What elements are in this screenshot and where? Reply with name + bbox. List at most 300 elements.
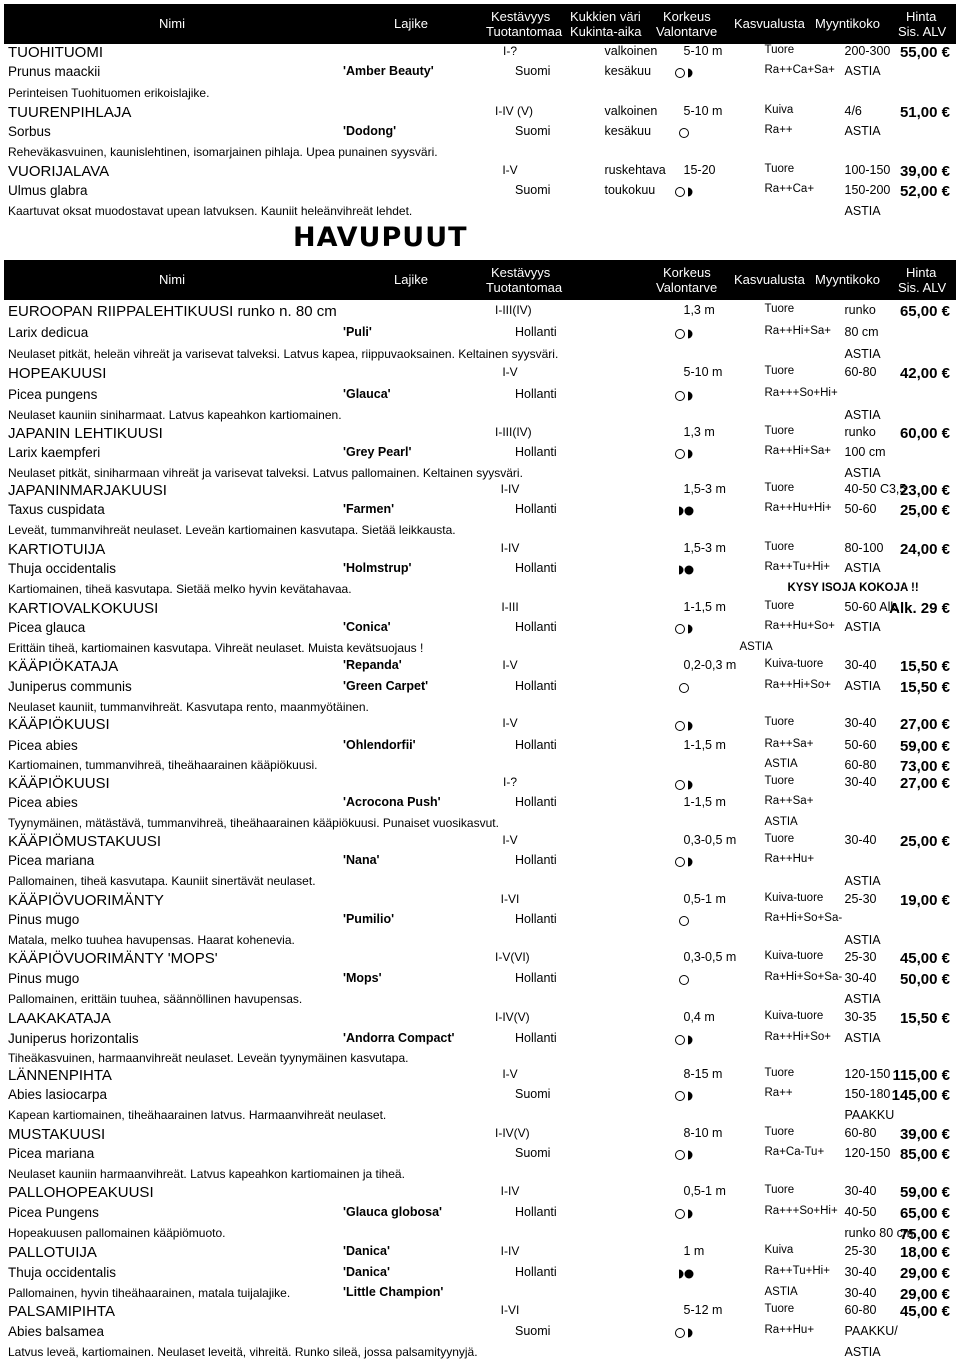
product-name-row — [0, 1010, 960, 1029]
sales-size: 100-150 — [844, 163, 891, 177]
product-name-row — [0, 716, 960, 735]
product-name-row — [0, 775, 960, 794]
origin-country: Hollanti — [515, 1265, 557, 1279]
product-species-row — [0, 386, 960, 405]
product-name-row — [0, 658, 960, 677]
sales-size: 50-60 Alk. — [844, 600, 901, 614]
container-type: ASTIA — [764, 816, 798, 828]
height-value: 5-10 m — [683, 104, 723, 118]
flower-info: toukokuu — [604, 183, 656, 197]
soil-value: Ra++Hu+Hi+ — [764, 502, 832, 514]
sales-size: 120-150 — [844, 1067, 891, 1081]
product-name-row — [0, 892, 960, 911]
height-value: 1,3 m — [683, 303, 715, 317]
soil-value: Ra+++So+Hi+ — [764, 387, 838, 399]
product-description-row — [0, 464, 960, 483]
product-description-row — [0, 698, 960, 717]
cultivar-name: 'Farmen' — [343, 502, 395, 516]
species-name: Picea Pungens — [8, 1205, 99, 1220]
header-name: Nimi — [159, 272, 185, 287]
soil-value: Kuiva-tuore — [764, 1010, 824, 1022]
origin-country: Hollanti — [515, 620, 557, 634]
price-value: 55,00 € — [899, 44, 950, 61]
product-species-row — [0, 970, 960, 989]
product-name-row — [0, 44, 960, 63]
product-description: Pallomainen, tiheä kasvutapa. Kauniit sinertävät neulaset. — [8, 874, 316, 888]
hardiness-zone: I-V — [502, 833, 518, 847]
soil-value: Ra+Hi+So+Sa- — [764, 971, 843, 983]
soil-value: Kuiva-tuore — [764, 950, 824, 962]
height-value: 1,3 m — [683, 425, 715, 439]
container-type: ASTIA — [739, 641, 773, 653]
half-shade-icon — [671, 855, 697, 869]
height-value: 0,3-0,5 m — [683, 833, 737, 847]
product-name: KÄÄPIÖVUORIMÄNTY — [8, 892, 164, 909]
product-name: LAAKAKATAJA — [8, 1010, 111, 1027]
origin-country: Hollanti — [515, 738, 557, 752]
product-description-row — [0, 1284, 960, 1303]
section-title-conifers: HAVUPUUT — [293, 222, 468, 253]
height-value: 5-10 m — [683, 365, 723, 379]
soil-value: Ra++Hi+Sa+ — [764, 325, 831, 337]
half-shade-icon — [671, 1033, 697, 1047]
header-price: Hinta — [906, 265, 937, 280]
sales-size: runko — [844, 303, 876, 317]
half-shade-icon — [671, 1148, 697, 1162]
product-name: KARTIOVALKOKUUSI — [8, 600, 159, 617]
sales-size: 30-40 — [844, 1265, 877, 1279]
cultivar-name: 'Andorra Compact' — [343, 1031, 455, 1045]
product-name-row — [0, 365, 960, 384]
flower-info: kesäkuu — [604, 64, 652, 78]
product-name-row — [0, 303, 960, 322]
product-name-row — [0, 104, 960, 123]
soil-value: Ra++Ca+Sa+ — [764, 64, 835, 76]
sales-size: 30-40 — [844, 971, 877, 985]
sales-size: 50-60 — [844, 502, 877, 516]
cultivar-name: 'Grey Pearl' — [343, 445, 412, 459]
origin-country: Suomi — [515, 1146, 551, 1160]
product-description-row — [0, 990, 960, 1009]
hardiness-zone: I-IV — [500, 1244, 520, 1258]
species-name: Prunus maackii — [8, 64, 101, 79]
product-species-row — [0, 1030, 960, 1049]
soil-value: Tuore — [764, 1184, 795, 1196]
cultivar-name: 'Acrocona Push' — [343, 795, 441, 809]
sales-size: 60-80 — [844, 1303, 877, 1317]
product-name: PALLOHOPEAKUUSI — [8, 1184, 154, 1201]
table-header-conifers — [4, 260, 956, 300]
soil-value: Ra++Ca+ — [764, 183, 815, 195]
price-value: 23,00 € — [899, 482, 950, 499]
sales-size: 200-300 — [844, 44, 891, 58]
product-description: Latvus leveä, kartiomainen. Neulaset leveitä, vihreitä. Runko sileä, jossa palsamityynyjä. — [8, 1345, 478, 1359]
sales-size: ASTIA — [844, 561, 881, 575]
product-description-row — [0, 1049, 960, 1068]
height-value: 1-1,5 m — [683, 600, 726, 614]
header-price: Hinta — [906, 9, 937, 24]
product-description-row — [0, 756, 960, 775]
species-name: Taxus cuspidata — [8, 502, 105, 517]
flower-info: ruskehtava — [604, 163, 666, 177]
header-light: Valontarve — [656, 24, 718, 39]
product-description-row — [0, 1343, 960, 1362]
product-species-row — [0, 501, 960, 520]
sales-size: runko 80 cm — [844, 1226, 914, 1240]
sales-size: 4/6 — [844, 104, 862, 118]
product-name: EUROOPAN RIIPPALEHTIKUUSI runko n. 80 cm — [8, 303, 337, 320]
shade-icon — [671, 563, 697, 577]
product-name: KÄÄPIÖVUORIMÄNTY 'MOPS' — [8, 950, 218, 967]
sales-size: 30-40 — [844, 716, 877, 730]
cultivar-name: 'Repanda' — [343, 658, 402, 672]
table-header-top — [4, 4, 956, 44]
hardiness-zone: I-V — [502, 163, 518, 177]
hardiness-zone: I-IV — [500, 541, 520, 555]
species-name: Picea pungens — [8, 387, 98, 402]
soil-value: Tuore — [764, 716, 795, 728]
cultivar-name: 'Amber Beauty' — [343, 64, 434, 78]
sales-size: 50-60 — [844, 738, 877, 752]
sales-size: ASTIA — [844, 124, 881, 138]
hardiness-zone: I-V(VI) — [495, 950, 530, 964]
sales-size: 25-30 — [844, 1244, 877, 1258]
product-name: VUORIJALAVA — [8, 163, 110, 180]
price-value: 27,00 € — [899, 716, 950, 733]
half-shade-icon — [671, 389, 697, 403]
product-description-row — [0, 814, 960, 833]
product-name: TUURENPIHLAJA — [8, 104, 132, 121]
sales-size: ASTIA — [844, 1345, 881, 1359]
sales-size: ASTIA — [844, 347, 881, 361]
container-type: ASTIA — [764, 1286, 798, 1298]
sales-size: 60-80 — [844, 758, 877, 772]
origin-country: Hollanti — [515, 445, 557, 459]
species-name: Larix dedicua — [8, 325, 89, 340]
sales-size: 80-100 — [844, 541, 884, 555]
soil-value: Tuore — [764, 163, 795, 175]
product-description-row — [0, 639, 960, 658]
height-value: 8-15 m — [683, 1067, 723, 1081]
product-name: PALSAMIPIHTA — [8, 1303, 115, 1320]
product-species-row — [0, 911, 960, 930]
price-value: 27,00 € — [899, 775, 950, 792]
origin-country: Suomi — [515, 124, 551, 138]
origin-country: Suomi — [515, 1324, 551, 1338]
size-note: KYSY ISOJA KOKOJA !! — [787, 582, 919, 594]
half-shade-icon — [671, 719, 697, 733]
soil-value: Tuore — [764, 775, 795, 787]
species-name: Abies lasiocarpa — [8, 1087, 108, 1102]
height-value: 0,5-1 m — [683, 892, 726, 906]
hardiness-zone: I-? — [502, 775, 517, 789]
price-value: 29,00 € — [899, 1286, 950, 1303]
half-shade-icon — [671, 66, 697, 80]
sales-size: ASTIA — [844, 204, 881, 218]
price-value: 19,00 € — [899, 892, 950, 909]
header-flower-color: Kukkien väri — [570, 9, 641, 24]
species-name: Pinus mugo — [8, 971, 80, 986]
price-value: 115,00 € — [892, 1067, 950, 1084]
flower-info: valkoinen — [604, 104, 658, 118]
product-name: KARTIOTUIJA — [8, 541, 106, 558]
price-value: 45,00 € — [899, 950, 950, 967]
origin-country: Hollanti — [515, 1031, 557, 1045]
header-hardiness: Kestävyys — [491, 9, 551, 24]
height-value: 0,5-1 m — [683, 1184, 726, 1198]
hardiness-zone: I-V — [502, 658, 518, 672]
height-value: 1-1,5 m — [683, 795, 726, 809]
sales-size: 120-150 — [844, 1146, 891, 1160]
container-type: ASTIA — [764, 758, 798, 770]
product-name: JAPANINMARJAKUUSI — [8, 482, 167, 499]
origin-country: Suomi — [515, 64, 551, 78]
sales-size: 25-30 — [844, 950, 877, 964]
product-name-row — [0, 1184, 960, 1203]
product-name: PALLOTUIJA — [8, 1244, 97, 1261]
product-description-row — [0, 84, 960, 103]
product-description: Neulaset kauniin harmaanvihreät. Latvus kapeahkon kartiomainen ja tiheä. — [8, 1167, 405, 1181]
soil-value: Ra++Tu+Hi+ — [764, 1265, 830, 1277]
product-description: Neulaset pitkät, heleän vihreät ja varisevat talveksi. Latvus kapea, riippuvaoksainen. Keltainen syysväri. — [8, 347, 559, 361]
price-value: 24,00 € — [899, 541, 950, 558]
product-description-row — [0, 872, 960, 891]
product-species-row — [0, 63, 960, 82]
product-description: Pallomainen, hyvin tiheähaarainen, matala tuijalajike. — [8, 1286, 291, 1300]
origin-country: Hollanti — [515, 679, 557, 693]
flower-info: valkoinen — [604, 44, 658, 58]
header-light: Valontarve — [656, 280, 718, 295]
product-description: Kartiomainen, tummanvihreä, tiheähaarainen kääpiökuusi. — [8, 758, 318, 772]
height-value: 5-10 m — [683, 44, 723, 58]
product-species-row — [0, 1204, 960, 1223]
product-description-row — [0, 1106, 960, 1125]
cultivar-name: 'Nana' — [343, 853, 380, 867]
product-description-row — [0, 521, 960, 540]
soil-value: Kuiva-tuore — [764, 892, 824, 904]
sales-size: ASTIA — [844, 64, 881, 78]
sales-size: 150-200 — [844, 183, 891, 197]
price-value: 65,00 € — [899, 1205, 950, 1222]
header-height: Korkeus — [663, 9, 711, 24]
product-description: Neulaset kauniit, tummanvihreät. Kasvutapa rento, maanmyötäinen. — [8, 700, 369, 714]
price-value: 60,00 € — [899, 425, 950, 442]
soil-value: Tuore — [764, 1303, 795, 1315]
cultivar-name: 'Green Carpet' — [343, 679, 429, 693]
soil-value: Tuore — [764, 600, 795, 612]
product-name: JAPANIN LEHTIKUUSI — [8, 425, 163, 442]
product-name: TUOHITUOMI — [8, 44, 103, 61]
sales-size: ASTIA — [844, 466, 881, 480]
price-value: 59,00 € — [899, 738, 950, 755]
shade-icon — [671, 1267, 697, 1281]
price-value: 45,00 € — [899, 1303, 950, 1320]
hardiness-zone: I-IV — [500, 1184, 520, 1198]
half-shade-icon — [671, 1326, 697, 1340]
header-vat: Sis. ALV — [898, 280, 947, 295]
soil-value: Ra+Ca-Tu+ — [764, 1146, 825, 1158]
price-value: 51,00 € — [899, 104, 950, 121]
soil-value: Ra++Hu+So+ — [764, 620, 835, 632]
height-value: 5-12 m — [683, 1303, 723, 1317]
origin-country: Hollanti — [515, 325, 557, 339]
height-value: 0,4 m — [683, 1010, 715, 1024]
price-value: 39,00 € — [899, 163, 950, 180]
product-description: Reheväkasvuinen, kaunislehtinen, isomarjainen pihlaja. Upea punainen syysväri. — [8, 145, 438, 159]
product-name-row — [0, 425, 960, 444]
header-size: Myyntikoko — [815, 272, 881, 287]
height-value: 0,2-0,3 m — [683, 658, 737, 672]
product-description: Kartiomainen, tiheä kasvutapa. Sietää melko hyvin kevätahavaa. — [8, 582, 352, 596]
product-description-row — [0, 406, 960, 425]
price-value: 25,00 € — [899, 502, 950, 519]
hardiness-zone: I-V — [502, 716, 518, 730]
sales-size: 25-30 — [844, 892, 877, 906]
header-species: Lajike — [394, 16, 428, 31]
product-description: Matala, melko tuuhea havupensas. Haarat kohenevia. — [8, 933, 295, 947]
sales-size: 30-40 — [844, 1184, 877, 1198]
sales-size: 100 cm — [844, 445, 886, 459]
flower-info: kesäkuu — [604, 124, 652, 138]
half-shade-icon — [671, 327, 697, 341]
price-value: 15,50 € — [899, 679, 950, 696]
cultivar-name: 'Conica' — [343, 620, 391, 634]
species-name: Pinus mugo — [8, 912, 80, 927]
product-description: Neulaset kauniin siniharmaat. Latvus kapeahkon kartiomainen. — [8, 408, 342, 422]
species-name: Thuja occidentalis — [8, 561, 117, 576]
hardiness-zone: I-IV (V) — [495, 104, 533, 118]
half-shade-icon — [671, 1207, 697, 1221]
hardiness-zone: I-? — [502, 44, 517, 58]
product-description-row — [0, 580, 960, 599]
species-name: Picea mariana — [8, 1146, 95, 1161]
product-species-row — [0, 1323, 960, 1342]
soil-value: Tuore — [764, 425, 795, 437]
hardiness-zone: I-IV(V) — [495, 1126, 530, 1140]
product-name-row — [0, 541, 960, 560]
product-name-row — [0, 163, 960, 182]
soil-value: Ra++Hi+Sa+ — [764, 445, 831, 457]
sales-size: ASTIA — [844, 1031, 881, 1045]
price-value: 85,00 € — [899, 1146, 950, 1163]
product-name-row — [0, 833, 960, 852]
soil-value: Ra++Sa+ — [764, 795, 814, 807]
price-value: 29,00 € — [899, 1265, 950, 1282]
product-description: Tyynymäinen, mätästävä, tummanvihreä, tiheähaarainen kääpiökuusi. Punaiset vuosikasvut. — [8, 816, 499, 830]
origin-country: Hollanti — [515, 912, 557, 926]
half-shade-icon — [671, 778, 697, 792]
product-description: Erittäin tiheä, kartiomainen kasvutapa. Vihreät neulaset. Muista kevätsuojaus ! — [8, 641, 424, 655]
soil-value: Kuiva-tuore — [764, 658, 824, 670]
product-description: Perinteisen Tuohituomen erikoislajike. — [8, 86, 210, 100]
product-species-row — [0, 678, 960, 697]
origin-country: Hollanti — [515, 971, 557, 985]
origin-country: Suomi — [515, 1087, 551, 1101]
origin-country: Hollanti — [515, 853, 557, 867]
height-value: 0,3-0,5 m — [683, 950, 737, 964]
product-species-row — [0, 1086, 960, 1105]
product-species-row — [0, 560, 960, 579]
product-description-row — [0, 931, 960, 950]
origin-country: Hollanti — [515, 502, 557, 516]
cultivar-name: 'Little Champion' — [343, 1285, 444, 1299]
soil-value: Kuiva — [764, 104, 794, 116]
origin-country: Hollanti — [515, 795, 557, 809]
full-sun-icon — [671, 126, 697, 140]
half-shade-icon — [671, 447, 697, 461]
cultivar-name: 'Mops' — [343, 971, 382, 985]
soil-value: Tuore — [764, 303, 795, 315]
full-sun-icon — [671, 681, 697, 695]
sales-size: 30-40 — [844, 1286, 877, 1300]
product-species-row — [0, 619, 960, 638]
header-vat: Sis. ALV — [898, 24, 947, 39]
product-description-row — [0, 143, 960, 162]
soil-value: Tuore — [764, 1067, 795, 1079]
product-species-row — [0, 1145, 960, 1164]
hardiness-zone: I-V — [502, 365, 518, 379]
cultivar-name: 'Ohlendorfii' — [343, 738, 416, 752]
species-name: Juniperus communis — [8, 679, 132, 694]
height-value: 1,5-3 m — [683, 482, 726, 496]
price-value: 73,00 € — [899, 758, 950, 775]
product-description-row — [0, 202, 960, 221]
product-name-row — [0, 600, 960, 619]
full-sun-icon — [671, 914, 697, 928]
species-name: Thuja occidentalis — [8, 1265, 117, 1280]
product-name-row — [0, 1126, 960, 1145]
sales-size: 60-80 — [844, 1126, 877, 1140]
sales-size: 30-40 — [844, 833, 877, 847]
product-name: KÄÄPIÖKUUSI — [8, 775, 110, 792]
product-species-row — [0, 182, 960, 201]
product-name: KÄÄPIÖKUUSI — [8, 716, 110, 733]
sales-size: ASTIA — [844, 679, 881, 693]
price-value: 65,00 € — [899, 303, 950, 320]
species-name: Picea mariana — [8, 853, 95, 868]
product-description: Hopeakuusen pallomainen kääpiömuoto. — [8, 1226, 226, 1240]
product-description: Pallomainen, erittäin tuuhea, säännöllinen havupensas. — [8, 992, 303, 1006]
product-species-row — [0, 1264, 960, 1283]
product-species-row — [0, 123, 960, 142]
price-value: 39,00 € — [899, 1126, 950, 1143]
species-name: Sorbus — [8, 124, 51, 139]
hardiness-zone: I-VI — [500, 1303, 520, 1317]
origin-country: Hollanti — [515, 1205, 557, 1219]
header-hardiness: Kestävyys — [491, 265, 551, 280]
cultivar-name: 'Glauca' — [343, 387, 391, 401]
product-species-row — [0, 324, 960, 343]
product-description-row — [0, 345, 960, 364]
cultivar-name: 'Danica' — [343, 1244, 390, 1258]
cultivar-name: 'Puli' — [343, 325, 372, 339]
soil-value: Tuore — [764, 44, 795, 56]
sales-size: runko — [844, 425, 876, 439]
header-flower-time: Kukinta-aika — [570, 24, 642, 39]
price-value: 25,00 € — [899, 833, 950, 850]
height-value: 1,5-3 m — [683, 541, 726, 555]
sales-size: ASTIA — [844, 992, 881, 1006]
product-description: Leveät, tummanvihreät neulaset. Leveän kartiomainen kasvutapa. Sietää leikkausta. — [8, 523, 456, 537]
sales-size: PAAKKU — [844, 1108, 895, 1122]
product-name-row — [0, 1244, 960, 1263]
species-name: Picea abies — [8, 738, 78, 753]
header-name: Nimi — [159, 16, 185, 31]
soil-value: Ra++ — [764, 1087, 793, 1099]
hardiness-zone: I-V — [502, 1067, 518, 1081]
hardiness-zone: I-III — [501, 600, 519, 614]
product-name: MUSTAKUUSI — [8, 1126, 106, 1143]
